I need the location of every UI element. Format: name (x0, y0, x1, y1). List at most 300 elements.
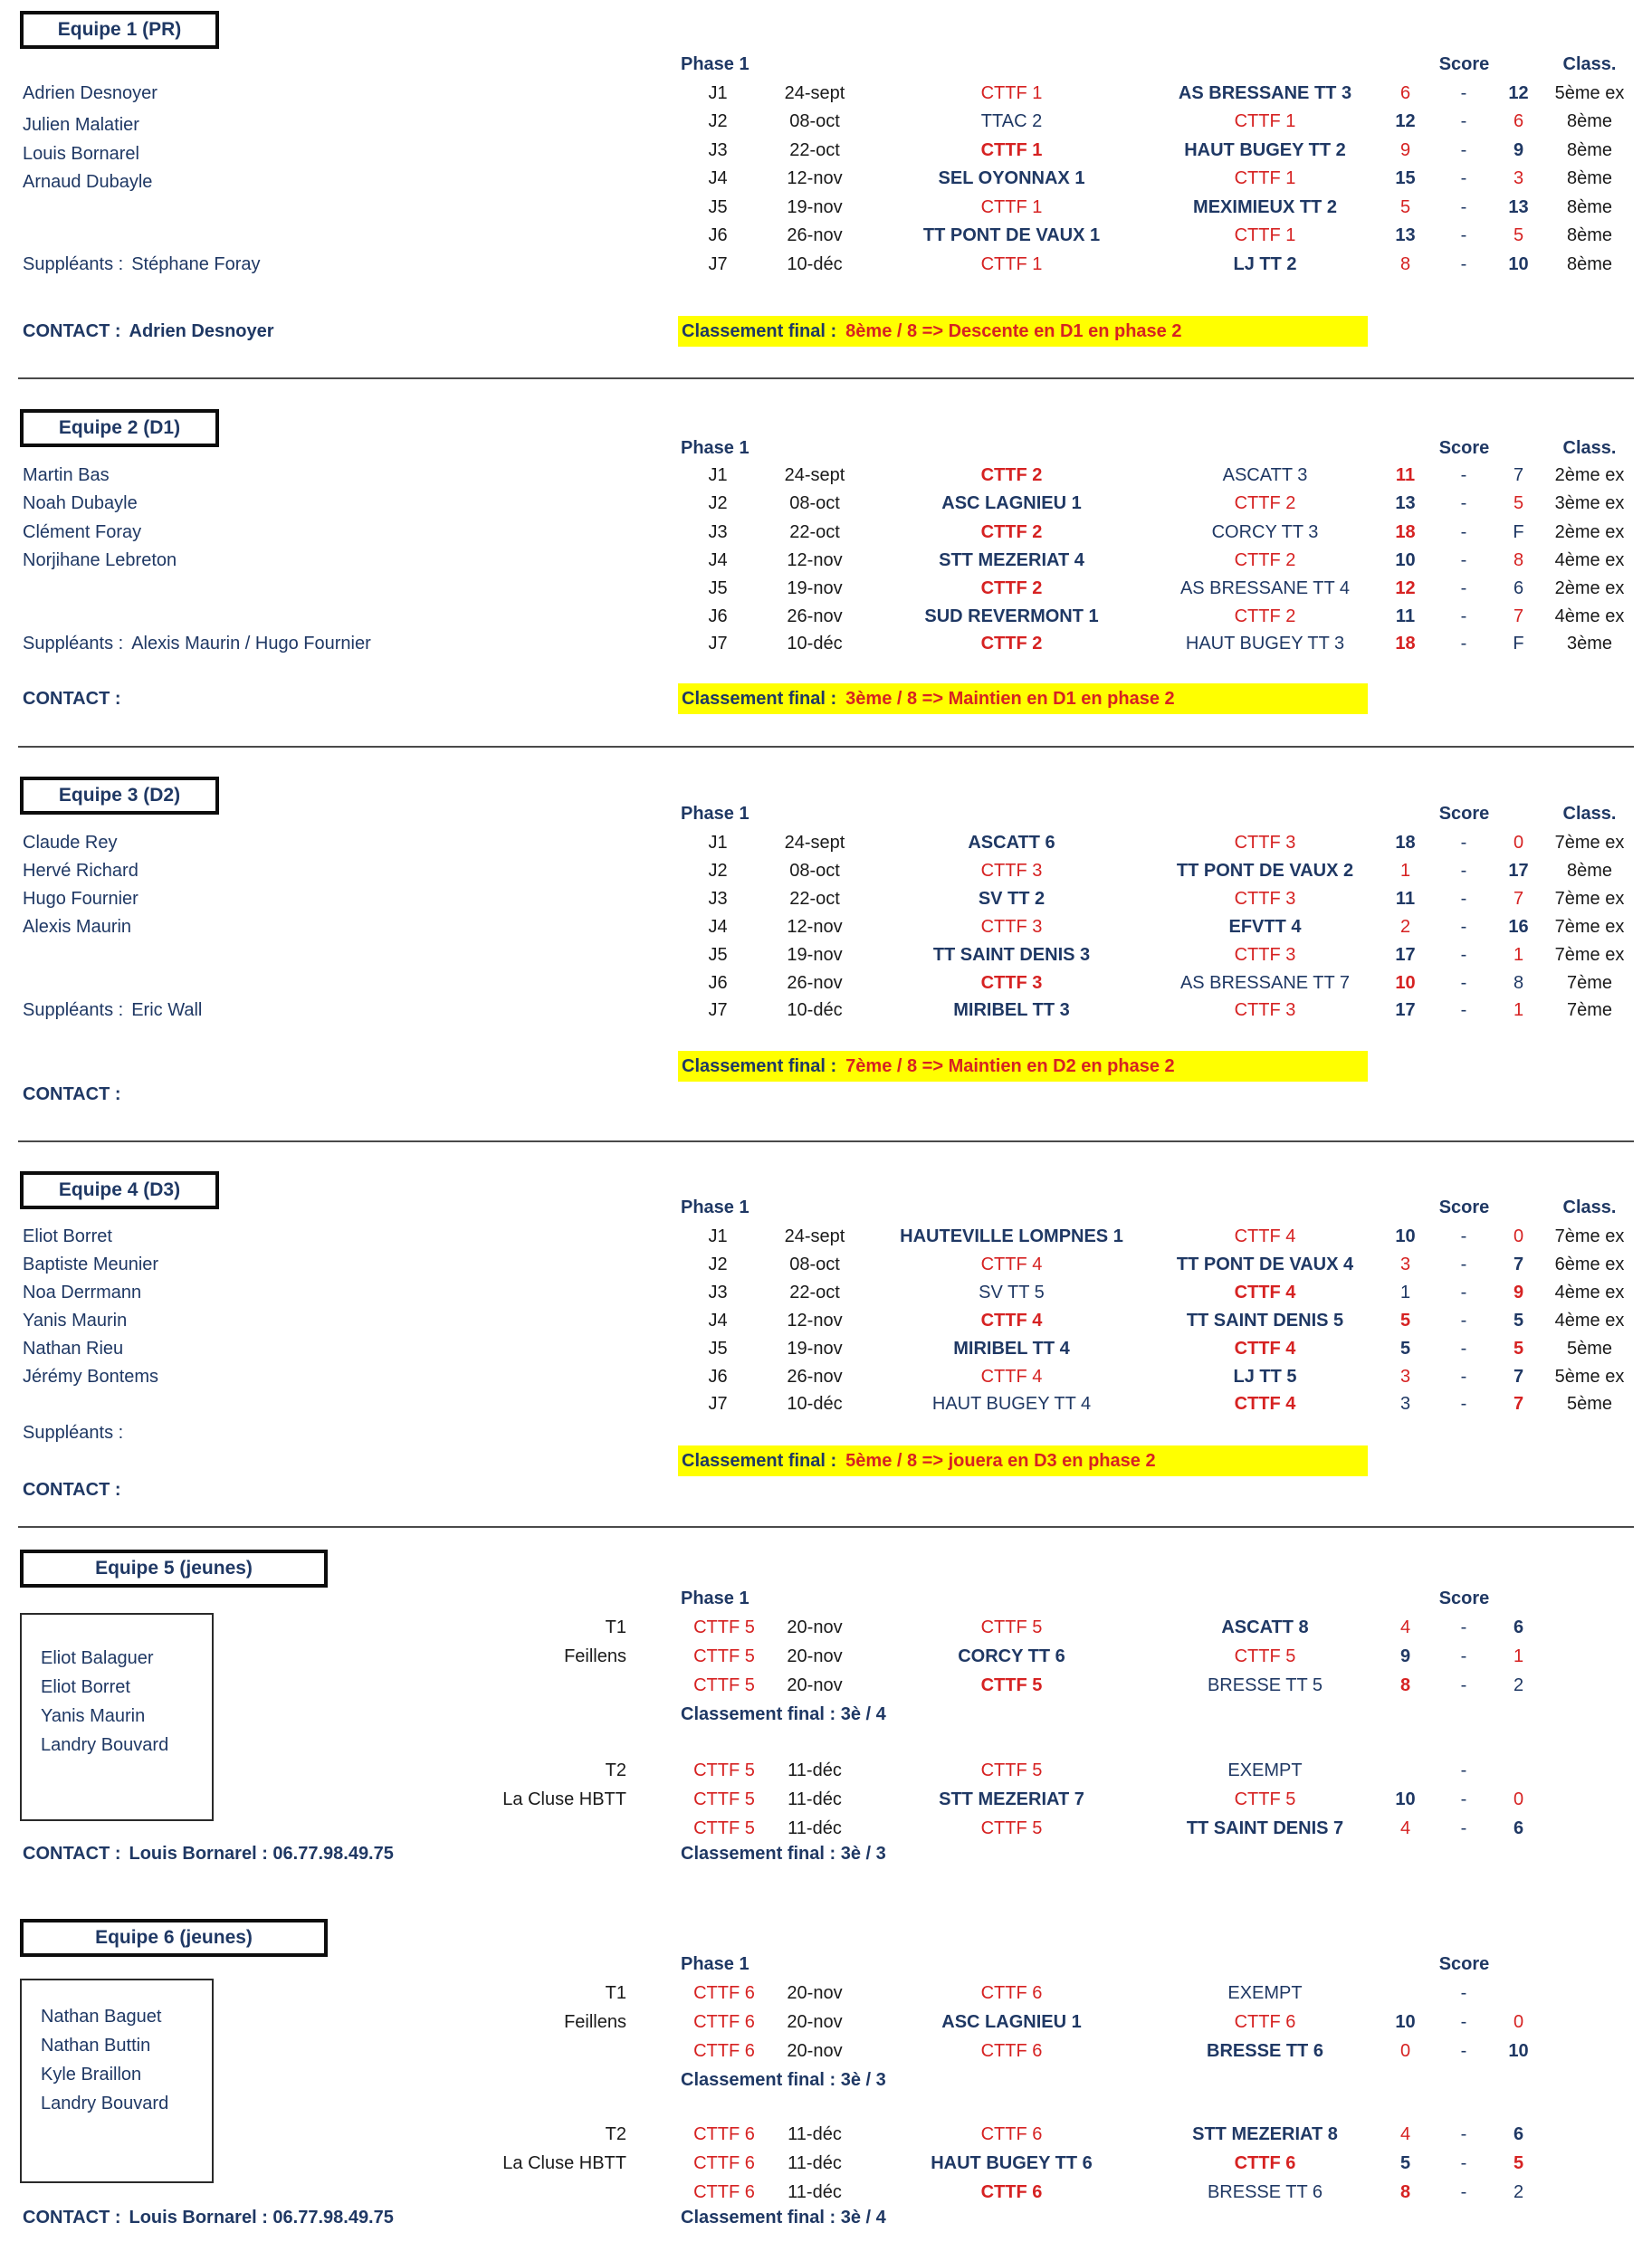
away-team: CTTF 3 (1234, 833, 1296, 853)
match-row (0, 167, 1652, 190)
match-day: J6 (708, 1367, 728, 1387)
match-row (0, 831, 1652, 854)
match-row (0, 1253, 1652, 1276)
group-final-text: Classement final : 3è / 3 (681, 2070, 886, 2090)
home-team: CTTF 3 (980, 973, 1043, 993)
away-team: ASCATT 3 (1222, 465, 1308, 485)
tournament-venue: La Cluse HBTT (502, 2153, 626, 2173)
home-score: 3 (1399, 1394, 1411, 1414)
match-row (0, 915, 1652, 939)
contact-name: Louis Bornarel : 06.77.98.49.75 (129, 1844, 394, 1864)
away-team: EXEMPT (1227, 1760, 1303, 1780)
home-score: 3 (1399, 1255, 1411, 1274)
away-team: CTTF 4 (1234, 1283, 1296, 1302)
phase-label: Phase 1 (681, 1197, 750, 1217)
match-date: 22-oct (789, 140, 840, 160)
home-score: 4 (1399, 1818, 1411, 1838)
home-team: CTTF 6 (980, 1983, 1043, 2003)
match-row (0, 2180, 1652, 2204)
home-score: 8 (1399, 254, 1411, 274)
match-day: J4 (708, 1311, 728, 1331)
score-separator: - (1460, 465, 1467, 485)
home-team: SUD REVERMONT 1 (924, 606, 1099, 626)
home-score: 17 (1395, 945, 1416, 965)
score-separator: - (1460, 197, 1467, 217)
home-score: 11 (1395, 465, 1416, 485)
away-score: 5 (1513, 493, 1524, 513)
player-name: Eliot Borret (23, 1226, 112, 1246)
tournament-venue: Feillens (564, 1646, 626, 1666)
player-name: Yanis Maurin (41, 1706, 146, 1726)
away-score: 10 (1508, 2041, 1529, 2061)
home-team: ASC LAGNIEU 1 (941, 493, 1082, 513)
class-header: Class. (1562, 1197, 1617, 1217)
away-score: 0 (1513, 2012, 1524, 2032)
club-team: CTTF 5 (693, 1617, 755, 1637)
match-date: 10-déc (787, 634, 843, 654)
player-name: Landry Bouvard (41, 1735, 169, 1755)
score-separator: - (1460, 578, 1467, 598)
away-team: CTTF 4 (1234, 1339, 1296, 1359)
away-team: CORCY TT 3 (1211, 522, 1319, 542)
contact-line (23, 320, 274, 343)
team-title: Equipe 6 (jeunes) (95, 1927, 253, 1948)
score-separator: - (1460, 1646, 1467, 1666)
club-team: CTTF 6 (693, 2041, 755, 2061)
group-final-line (0, 1703, 1652, 1726)
home-score: 18 (1395, 522, 1416, 542)
rank: 4ème ex (1554, 1283, 1625, 1302)
match-date: 20-nov (787, 1646, 843, 1666)
player-name: Nathan Buttin (41, 2036, 151, 2056)
match-row (0, 2010, 1652, 2034)
away-team: CTTF 2 (1234, 550, 1296, 570)
score-separator: - (1460, 833, 1467, 853)
match-date: 26-nov (787, 1367, 843, 1387)
match-day: J5 (708, 945, 728, 965)
rank: 5ème (1566, 1394, 1613, 1414)
player-name: Eliot Balaguer (41, 1648, 154, 1668)
rank: 7ème ex (1554, 917, 1625, 937)
player-name: Louis Bornarel (23, 144, 139, 164)
player-name: Noa Derrmann (23, 1283, 142, 1302)
substitutes-label: Suppléants : (23, 634, 124, 654)
away-team: BRESSE TT 5 (1207, 1675, 1323, 1695)
score-separator: - (1460, 168, 1467, 188)
final-ranking-bar (678, 1445, 1368, 1476)
away-score: 6 (1513, 2124, 1524, 2144)
home-score: 15 (1395, 168, 1416, 188)
rank: 8ème (1566, 254, 1613, 274)
home-score (1380, 1981, 1430, 2005)
home-team: CTTF 1 (980, 254, 1043, 274)
match-date: 24-sept (784, 833, 845, 853)
away-score: 5 (1513, 2153, 1524, 2173)
away-team: CTTF 3 (1234, 945, 1296, 965)
tournament-venue: La Cluse HBTT (502, 1789, 626, 1809)
away-team: CTTF 4 (1234, 1226, 1296, 1246)
final-ranking-bar (678, 683, 1368, 714)
score-separator: - (1460, 2153, 1467, 2173)
away-score: 6 (1513, 1818, 1524, 1838)
home-team: CTTF 4 (980, 1255, 1043, 1274)
rank: 3ème (1566, 634, 1613, 654)
home-team: STT MEZERIAT 4 (939, 550, 1084, 570)
match-row (0, 110, 1652, 133)
match-day: J5 (708, 197, 728, 217)
away-score: 7 (1513, 465, 1524, 485)
table-header (0, 1952, 1652, 1976)
score-separator: - (1460, 1367, 1467, 1387)
final-ranking-label: Classement final : (682, 1451, 837, 1471)
away-team: HAUT BUGEY TT 3 (1185, 634, 1345, 654)
score-separator: - (1460, 254, 1467, 274)
match-row (0, 1645, 1652, 1668)
substitutes-line (23, 253, 261, 276)
score-header: Score (1438, 1588, 1490, 1608)
substitutes-line (23, 998, 202, 1022)
match-row (0, 463, 1652, 487)
home-score: 5 (1399, 2153, 1411, 2173)
score-separator: - (1460, 1675, 1467, 1695)
match-row (0, 1281, 1652, 1304)
away-team: TT PONT DE VAUX 2 (1176, 861, 1354, 881)
match-day: J1 (708, 465, 728, 485)
club-team: CTTF 6 (693, 2012, 755, 2032)
score-separator: - (1460, 1760, 1467, 1780)
match-day: J6 (708, 225, 728, 245)
match-date: 19-nov (787, 197, 843, 217)
contact-label: CONTACT : (23, 1084, 121, 1104)
match-date: 11-déc (788, 2153, 842, 2173)
tournament-label: T2 (605, 1760, 626, 1780)
home-team: SV TT 5 (979, 1283, 1045, 1302)
contact-label: CONTACT : (23, 321, 121, 341)
score-separator: - (1460, 889, 1467, 909)
final-ranking-text: 8ème / 8 => Descente en D1 en phase 2 (845, 321, 1182, 341)
score-separator: - (1460, 140, 1467, 160)
match-row (0, 1817, 1652, 1840)
match-row (0, 224, 1652, 247)
contact-label: CONTACT : (23, 689, 121, 709)
player-name: Martin Bas (23, 465, 110, 485)
rank: 7ème (1566, 973, 1613, 993)
home-team: CTTF 1 (980, 83, 1043, 103)
home-score: 1 (1399, 861, 1411, 881)
score-separator: - (1460, 1617, 1467, 1637)
match-row (0, 1981, 1652, 2005)
away-score: 6 (1513, 111, 1524, 131)
match-row (0, 81, 1652, 105)
home-team: ASC LAGNIEU 1 (941, 2012, 1082, 2032)
section-divider (18, 746, 1634, 748)
away-score: F (1513, 634, 1524, 654)
rank: 8ème (1566, 140, 1613, 160)
phase-label: Phase 1 (681, 804, 750, 824)
home-team: CTTF 2 (980, 522, 1043, 542)
home-team: HAUT BUGEY TT 4 (931, 1394, 1092, 1414)
away-team: EFVTT 4 (1228, 917, 1302, 937)
away-team: CTTF 5 (1234, 1789, 1296, 1809)
club-team: CTTF 5 (693, 1789, 755, 1809)
rank: 3ème ex (1554, 493, 1625, 513)
home-team: TTAC 2 (980, 111, 1043, 131)
score-header: Score (1438, 1197, 1490, 1217)
away-score: 7 (1513, 1255, 1524, 1274)
contact-line (23, 1478, 129, 1502)
home-score: 10 (1395, 973, 1416, 993)
score-separator: - (1460, 1339, 1467, 1359)
away-score: 7 (1513, 1394, 1524, 1414)
match-row (0, 2151, 1652, 2175)
score-separator: - (1460, 634, 1467, 654)
away-team: CTTF 2 (1234, 493, 1296, 513)
match-date: 08-oct (789, 493, 840, 513)
away-score: F (1513, 522, 1524, 542)
home-score: 12 (1395, 111, 1416, 131)
match-date: 24-sept (784, 465, 845, 485)
team-title: Equipe 1 (PR) (57, 19, 182, 40)
player-name: Arnaud Dubayle (23, 172, 153, 192)
home-score: 3 (1399, 1367, 1411, 1387)
club-team: CTTF 6 (693, 2182, 755, 2202)
score-separator: - (1460, 1818, 1467, 1838)
score-separator: - (1460, 2124, 1467, 2144)
away-team: AS BRESSANE TT 4 (1179, 578, 1351, 598)
match-row (0, 943, 1652, 967)
match-row (0, 1365, 1652, 1388)
home-score: 18 (1395, 833, 1416, 853)
score-separator: - (1460, 493, 1467, 513)
match-row (0, 138, 1652, 162)
match-row (0, 2039, 1652, 2063)
match-date: 24-sept (784, 1226, 845, 1246)
player-name: Nathan Rieu (23, 1339, 124, 1359)
player-name: Nathan Baguet (41, 2007, 162, 2027)
match-day: J3 (708, 522, 728, 542)
away-team: TT PONT DE VAUX 4 (1176, 1255, 1354, 1274)
away-score: 5 (1513, 1339, 1524, 1359)
class-header: Class. (1562, 54, 1617, 74)
section-divider (18, 1140, 1634, 1142)
score-separator: - (1460, 1226, 1467, 1246)
score-separator: - (1460, 1000, 1467, 1020)
rank: 2ème ex (1554, 578, 1625, 598)
final-ranking-text: 7ème / 8 => Maintien en D2 en phase 2 (845, 1056, 1175, 1076)
score-separator: - (1460, 1311, 1467, 1331)
away-score: 12 (1508, 83, 1529, 103)
team-title: Equipe 3 (D2) (58, 785, 181, 806)
match-day: J6 (708, 606, 728, 626)
away-team: MEXIMIEUX TT 2 (1193, 197, 1337, 217)
player-name: Norjihane Lebreton (23, 550, 177, 570)
match-date: 11-déc (788, 2124, 842, 2144)
group-final-text: Classement final : 3è / 4 (681, 1704, 886, 1724)
match-date: 08-oct (789, 1255, 840, 1274)
home-team: CTTF 5 (980, 1818, 1043, 1838)
home-team: SV TT 2 (978, 889, 1046, 909)
player-name: Alexis Maurin (23, 917, 132, 937)
match-day: J4 (708, 917, 728, 937)
club-team: CTTF 5 (693, 1675, 755, 1695)
match-day: J3 (708, 1283, 728, 1302)
match-day: J1 (708, 83, 728, 103)
score-header: Score (1438, 1954, 1490, 1974)
home-team: TT PONT DE VAUX 1 (922, 225, 1101, 245)
away-team: LJ TT 2 (1233, 254, 1297, 274)
rank: 2ème ex (1554, 465, 1625, 485)
home-score: 18 (1395, 634, 1416, 654)
rank: 5ème ex (1554, 83, 1625, 103)
team-title: Equipe 2 (D1) (58, 417, 181, 438)
match-date: 12-nov (787, 1311, 843, 1331)
score-separator: - (1460, 1394, 1467, 1414)
score-separator: - (1460, 83, 1467, 103)
team-title-box (20, 1550, 328, 1588)
score-separator: - (1460, 1789, 1467, 1809)
home-team: HAUT BUGEY TT 6 (931, 2153, 1093, 2173)
home-score: 1 (1399, 1283, 1411, 1302)
rank: 4ème ex (1554, 1311, 1625, 1331)
home-team: CTTF 1 (980, 140, 1043, 160)
match-date: 26-nov (787, 225, 843, 245)
home-score: 4 (1399, 1617, 1411, 1637)
club-team: CTTF 6 (693, 1983, 755, 2003)
away-team: TT SAINT DENIS 7 (1186, 1818, 1344, 1838)
match-row (0, 971, 1652, 995)
home-score: 8 (1399, 2182, 1411, 2202)
score-separator: - (1460, 1283, 1467, 1302)
home-team: HAUTEVILLE LOMPNES 1 (900, 1226, 1123, 1246)
away-score: 8 (1513, 550, 1524, 570)
table-header (0, 802, 1652, 825)
score-header: Score (1438, 804, 1490, 824)
home-score: 2 (1399, 917, 1411, 937)
club-team: CTTF 5 (693, 1818, 755, 1838)
phase-label: Phase 1 (681, 438, 750, 458)
match-day: J4 (708, 168, 728, 188)
club-team: CTTF 5 (693, 1760, 755, 1780)
match-row (0, 1788, 1652, 1811)
match-row (0, 196, 1652, 219)
match-row (0, 605, 1652, 628)
contact-label: CONTACT : (23, 1480, 121, 1500)
away-score: 13 (1508, 197, 1529, 217)
away-team: CTTF 1 (1234, 111, 1296, 131)
rank: 8ème (1566, 197, 1613, 217)
score-separator: - (1460, 973, 1467, 993)
away-team: BRESSE TT 6 (1207, 2041, 1323, 2061)
substitutes-names: Stéphane Foray (131, 254, 261, 274)
score-separator: - (1460, 1255, 1467, 1274)
score-separator: - (1460, 2182, 1467, 2202)
player-name: Eliot Borret (41, 1677, 130, 1697)
match-day: J2 (708, 861, 728, 881)
home-team: ASCATT 6 (968, 833, 1055, 853)
tournament-label: T2 (605, 2124, 626, 2144)
home-score: 13 (1395, 493, 1416, 513)
rank: 7ème (1566, 1000, 1613, 1020)
away-team: AS BRESSANE TT 7 (1179, 973, 1351, 993)
home-score: 0 (1399, 2041, 1411, 2061)
rank: 7ème ex (1554, 945, 1625, 965)
match-date: 11-déc (788, 1818, 842, 1838)
away-team: EXEMPT (1227, 1983, 1303, 2003)
away-team: CTTF 2 (1234, 606, 1296, 626)
section-divider (18, 1526, 1634, 1528)
away-team: HAUT BUGEY TT 2 (1184, 140, 1346, 160)
away-score (1494, 1759, 1543, 1782)
match-day: J1 (708, 833, 728, 853)
home-team: MIRIBEL TT 4 (953, 1339, 1070, 1359)
tournament-label: T1 (605, 1617, 626, 1637)
away-team: CTTF 3 (1234, 1000, 1296, 1020)
player-name: Kyle Braillon (41, 2065, 142, 2085)
home-team: CTTF 5 (980, 1675, 1043, 1695)
match-day: J7 (708, 1000, 728, 1020)
final-ranking-label: Classement final : (682, 321, 837, 341)
substitutes-label: Suppléants : (23, 1000, 124, 1020)
score-separator: - (1460, 945, 1467, 965)
home-team: CTTF 3 (980, 861, 1043, 881)
table-header (0, 1196, 1652, 1219)
away-score: 5 (1513, 1311, 1524, 1331)
player-name: Claude Rey (23, 833, 118, 853)
club-team: CTTF 6 (693, 2124, 755, 2144)
tournament-label: T1 (605, 1983, 626, 2003)
home-score: 10 (1395, 1226, 1416, 1246)
match-date: 19-nov (787, 1339, 843, 1359)
match-day: J1 (708, 1226, 728, 1246)
contact-label: CONTACT : (23, 2208, 121, 2228)
rank: 5ème (1566, 1339, 1613, 1359)
score-header: Score (1438, 438, 1490, 458)
match-date: 26-nov (787, 973, 843, 993)
player-name: Julien Malatier (23, 115, 139, 135)
match-date: 26-nov (787, 606, 843, 626)
phase-label: Phase 1 (681, 1588, 750, 1608)
home-team: CTTF 3 (980, 917, 1043, 937)
rank: 4ème ex (1554, 550, 1625, 570)
home-team: CTTF 2 (980, 634, 1043, 654)
rank: 4ème ex (1554, 606, 1625, 626)
away-score: 2 (1513, 1675, 1524, 1695)
player-name: Adrien Desnoyer (23, 83, 158, 103)
final-ranking-text: 5ème / 8 => jouera en D3 en phase 2 (845, 1451, 1156, 1471)
match-row (0, 549, 1652, 572)
home-score: 17 (1395, 1000, 1416, 1020)
away-score: 0 (1513, 833, 1524, 853)
match-date: 22-oct (789, 889, 840, 909)
match-row (0, 577, 1652, 600)
match-day: J6 (708, 973, 728, 993)
away-score: 1 (1513, 945, 1524, 965)
score-separator: - (1460, 111, 1467, 131)
away-score: 7 (1513, 1367, 1524, 1387)
home-team: SEL OYONNAX 1 (938, 168, 1085, 188)
score-separator: - (1460, 2012, 1467, 2032)
rank: 8ème (1566, 111, 1613, 131)
match-row (0, 1337, 1652, 1360)
table-header (0, 436, 1652, 460)
club-team: CTTF 6 (693, 2153, 755, 2173)
player-name: Hugo Fournier (23, 889, 138, 909)
home-score: 11 (1395, 606, 1416, 626)
tournament-venue: Feillens (564, 2012, 626, 2032)
match-date: 11-déc (788, 2182, 842, 2202)
player-name: Yanis Maurin (23, 1311, 128, 1331)
home-team: CTTF 6 (980, 2041, 1043, 2061)
